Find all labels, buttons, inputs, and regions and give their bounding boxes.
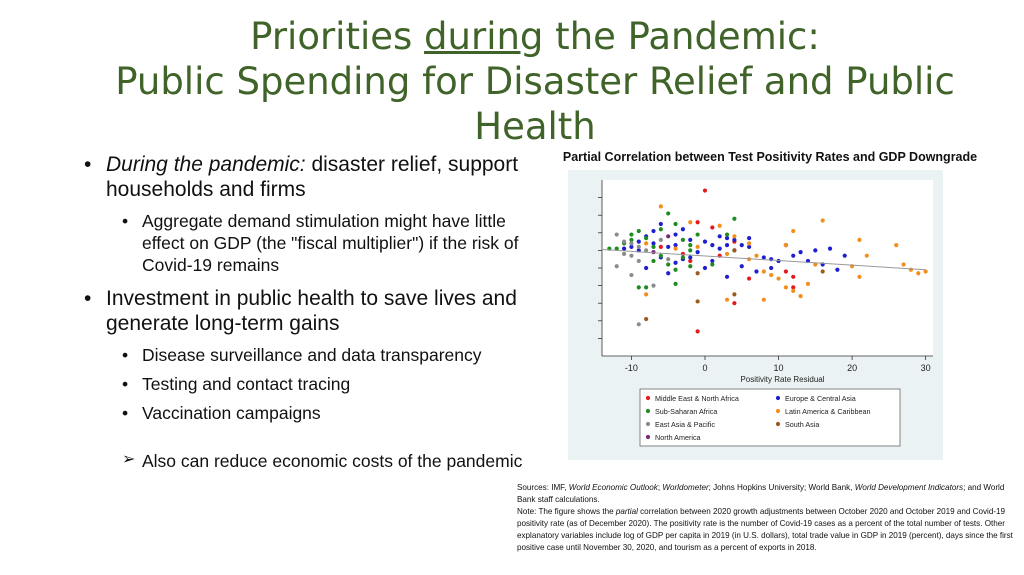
scatter-point [740,264,744,268]
sources-label: Sources: IMF, [517,483,569,492]
scatter-point [622,252,626,256]
note-post: correlation between 2020 growth adjustments between October 2020 and October 2019 and Covid-19 positivity rate (as of December 2020). The positivity rate is the number of Covid-19 cases as a percent of the total number of tests. Other explanatory variables include log of GDP per capita in 2019 (in U.S. dollars), total trade value in GDP in 2019 (percent), days since the first positive case until November 30, 2020, and tourism as a percent of exports in 2018. [517,507,1013,552]
scatter-point [629,273,633,277]
scatter-point [747,236,751,240]
bullet-list [84,152,524,472]
scatter-point [673,282,677,286]
scatter-point [666,245,670,249]
legend-marker [646,409,650,413]
scatter-point [710,243,714,247]
scatter-point [835,268,839,272]
bullet-2-sub-3: • Vaccination campaigns [84,402,524,424]
title-text-1b: the Pandemic: [543,15,820,58]
scatter-point [651,259,655,263]
scatter-point [629,241,633,245]
legend-label: Latin America & Caribbean [785,407,871,416]
scatter-point [732,292,736,296]
source-weo: World Economic Outlook [568,483,658,492]
scatter-point [637,285,641,289]
scatter-point [857,238,861,242]
title-line-1 [60,14,1010,59]
scatter-point [916,271,920,275]
bullet-3-text: Also can reduce economic costs of the pandemic [142,451,523,471]
scatter-point [769,266,773,270]
scatter-point [666,271,670,275]
scatter-point [791,229,795,233]
scatter-point [644,266,648,270]
scatter-point [696,271,700,275]
scatter-point [857,275,861,279]
scatter-point [901,262,905,266]
legend-marker [776,396,780,400]
scatter-point [843,254,847,258]
scatter-point [747,276,751,280]
legend-label: South Asia [785,420,820,429]
scatter-point [718,247,722,251]
scatter-point [688,238,692,242]
scatter-point [637,245,641,249]
x-tick-label: 20 [847,363,858,373]
scatter-point [688,220,692,224]
scatter-point [725,232,729,236]
scatter-point [622,247,626,251]
scatter-point [688,243,692,247]
legend-label: Middle East & North Africa [655,394,739,403]
scatter-point [799,250,803,254]
x-tick-label: 0 [702,363,708,373]
scatter-point [894,243,898,247]
scatter-point [696,329,700,333]
scatter-point [637,229,641,233]
scatter-point [813,248,817,252]
scatter-point [659,254,663,258]
scatter-point [644,236,648,240]
scatter-point [681,227,685,231]
chart-notes [517,482,1017,554]
scatter-point [710,225,714,229]
plot-area [602,180,933,356]
source-worldometer: Worldometer [662,483,709,492]
scatter-point [725,275,729,279]
scatter-point [696,299,700,303]
scatter-point [651,284,655,288]
scatter-point [666,257,670,261]
scatter-point [629,254,633,258]
scatter-point [629,232,633,236]
scatter-point [718,224,722,228]
scatter-point [776,276,780,280]
bullet-2-sub-2: • Testing and contact tracing [84,373,524,395]
scatter-point [762,269,766,273]
legend-marker [776,409,780,413]
scatter-point [732,301,736,305]
legend-label: North America [655,433,701,442]
scatter-point [637,322,641,326]
scatter-point [688,264,692,268]
scatter-point [615,264,619,268]
scatter-point [696,250,700,254]
x-axis-label: Positivity Rate Residual [740,375,825,384]
x-tick-label: -10 [624,363,638,373]
arrow-bullet-icon: ➢ [122,451,136,468]
scatter-point [762,255,766,259]
scatter-point [791,254,795,258]
scatter-point [696,232,700,236]
bullet-1-text: disaster relief, support households and firms [106,153,519,201]
scatter-point [732,217,736,221]
legend-label: East Asia & Pacific [655,420,715,429]
sources-end: ; and World Bank staff calculations. [517,483,1005,504]
scatter-point [821,218,825,222]
sources-mid: ; Johns Hopkins University; World Bank, [708,483,855,492]
scatter-point [769,273,773,277]
scatter-point [725,298,729,302]
bullet-2-sub-1: • Disease surveillance and data transparency [84,344,524,366]
legend-marker [646,396,650,400]
note-pre: Note: The figure shows the [517,507,616,516]
scatter-point [806,282,810,286]
scatter-point [615,232,619,236]
note-text [517,506,1017,554]
scatter-point [659,222,663,226]
scatter-point [673,268,677,272]
scatter-point [673,247,677,251]
scatter-point [718,234,722,238]
scatter-point [637,240,641,244]
scatter-point [688,255,692,259]
scatter-point [644,241,648,245]
bullet-1-sub-1: • Aggregate demand stimulation might have little effect on GDP (the "fiscal multiplier") if the risk of Covid-19 remains [84,210,524,276]
scatter-point [696,245,700,249]
scatter-point [784,285,788,289]
bullet-1-italic: During the pandemic: [106,153,306,176]
scatter-point [754,254,758,258]
scatter-point [673,232,677,236]
title-line-2: Public Spending for Disaster Relief and Public Health [115,60,955,148]
scatter-point [651,229,655,233]
title-text-1a: Priorities [250,15,425,58]
scatter-point [644,285,648,289]
scatter-point [666,262,670,266]
x-tick-label: 10 [773,363,784,373]
legend-marker [776,422,780,426]
scatter-point [732,248,736,252]
scatter-point [828,247,832,251]
scatter-point [762,298,766,302]
scatter-point [644,292,648,296]
scatter-point [659,238,663,242]
scatter-point [725,252,729,256]
scatter-chart [568,170,943,460]
slide-title [60,14,1010,149]
scatter-point [710,262,714,266]
legend-marker [646,435,650,439]
scatter-point [673,261,677,265]
scatter-point [659,204,663,208]
scatter-point [651,245,655,249]
title-underlined-word: during [424,15,544,58]
chart-title: Partial Correlation between Test Positivity Rates and GDP Downgrade [562,150,978,164]
scatter-point [791,275,795,279]
scatter-point [703,188,707,192]
bullet-2: • Investment in public health to save lives and generate long-term gains [84,286,524,336]
scatter-point [725,243,729,247]
chart-panel [568,170,943,460]
scatter-point [681,255,685,259]
legend-marker [646,422,650,426]
scatter-point [821,269,825,273]
scatter-point [673,222,677,226]
scatter-point [644,317,648,321]
scatter-point [659,245,663,249]
x-tick-label: 30 [920,363,931,373]
scatter-point [732,234,736,238]
scatter-point [791,289,795,293]
bullet-3 [84,450,524,472]
scatter-point [784,243,788,247]
scatter-point [703,240,707,244]
legend-label: Sub-Saharan Africa [655,407,718,416]
scatter-point [622,240,626,244]
scatter-point [784,269,788,273]
note-partial: partial [615,507,638,516]
sources-sep: ; [657,483,663,492]
scatter-point [696,220,700,224]
scatter-point [703,266,707,270]
scatter-point [659,227,663,231]
scatter-point [799,294,803,298]
scatter-point [865,254,869,258]
scatter-point [747,241,751,245]
source-wdi: World Development Indicators [854,483,964,492]
scatter-point [681,238,685,242]
scatter-point [637,259,641,263]
sources-text [517,482,1017,506]
scatter-point [688,248,692,252]
scatter-point [666,234,670,238]
scatter-point [666,211,670,215]
scatter-point [740,243,744,247]
legend-label: Europe & Central Asia [785,394,856,403]
scatter-point [754,269,758,273]
bullet-1 [84,152,524,202]
